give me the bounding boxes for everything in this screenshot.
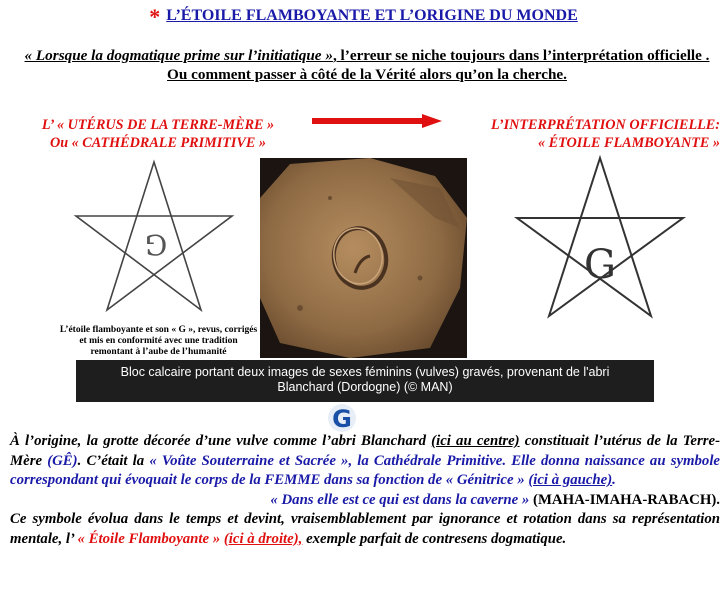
body-text bbox=[10, 432, 720, 549]
left-heading bbox=[8, 116, 308, 152]
left-caption-line3: remontant à l’aube de l’humanité bbox=[90, 347, 227, 357]
photo-caption bbox=[76, 360, 654, 402]
symbol-letter: G bbox=[332, 405, 352, 433]
left-heading-line2: Ou « CATHÉDRALE PRIMITIVE » bbox=[49, 135, 267, 151]
right-star-letter: G bbox=[584, 242, 616, 288]
right-heading-line1: L’INTERPRÉTATION OFFICIELLE: bbox=[490, 117, 720, 133]
left-star-caption bbox=[56, 325, 261, 358]
right-pentagram-icon bbox=[500, 140, 700, 325]
ref-right: (ici à droite), bbox=[223, 530, 303, 547]
ref-left: (ici à gauche) bbox=[528, 472, 613, 488]
left-caption-line1: L’étoile flamboyante et son « G », revus, corrigés bbox=[59, 325, 258, 335]
body-paragraph-3: Ce symbole évolua dans le temps et devint, vraisemblablement par ignorance et rotation dans sa représentation mentale, l’ « Étoile Flamboyante » (ici à droite), exemple parfait de contresens dogmatique. bbox=[10, 511, 720, 547]
g-symbol-icon bbox=[327, 403, 357, 433]
asterisk-mark: * bbox=[149, 4, 161, 29]
ref-center: (ici au centre) bbox=[431, 433, 520, 449]
left-star-letter: G bbox=[144, 228, 168, 261]
photo-caption-line2: Blanchard (Dordogne) (© MAN) bbox=[277, 380, 453, 394]
left-heading-line1: L’ « UTÉRUS DE LA TERRE-MÈRE » bbox=[41, 117, 275, 133]
intro-paragraph bbox=[22, 46, 712, 84]
left-pentagram-icon bbox=[68, 150, 258, 325]
intro-quote: « Lorsque la dogmatique prime sur l’initiatique » bbox=[24, 47, 333, 64]
page-title bbox=[0, 4, 727, 30]
left-caption-line2: et mis en conformité avec une tradition bbox=[79, 336, 238, 346]
photo-caption-line1: Bloc calcaire portant deux images de sexes féminins (vulves) gravés, provenant de l'abri bbox=[120, 365, 610, 379]
title-text: L’ÉTOILE FLAMBOYANTE ET L’ORIGINE DU MONDE bbox=[166, 7, 578, 24]
body-paragraph-2: « Dans elle est ce qui est dans la caverne » (MAHA-IMAHA-RABACH). bbox=[270, 491, 720, 508]
limestone-block-photo bbox=[260, 158, 467, 358]
right-heading-line2: « ÉTOILE FLAMBOYANTE » bbox=[538, 135, 720, 151]
intro-rest: , l’erreur se niche toujours dans l’interprétation officielle . Ou comment passer à côté de la Vérité alors qu’on la cherche. bbox=[167, 47, 710, 83]
body-paragraph-1: À l’origine, la grotte décorée d’une vulve comme l’abri Blanchard (ici au centre) constituait l’utérus de la Terre-Mère (GÊ). C’était la « Voûte Souterraine et Sacrée », la Cathédrale Primitive. Elle donna naissance au symbole correspondant qui évoquait le corps de la FEMME dans sa fonction de « Génitrice » (ici à gauche). bbox=[10, 433, 721, 488]
